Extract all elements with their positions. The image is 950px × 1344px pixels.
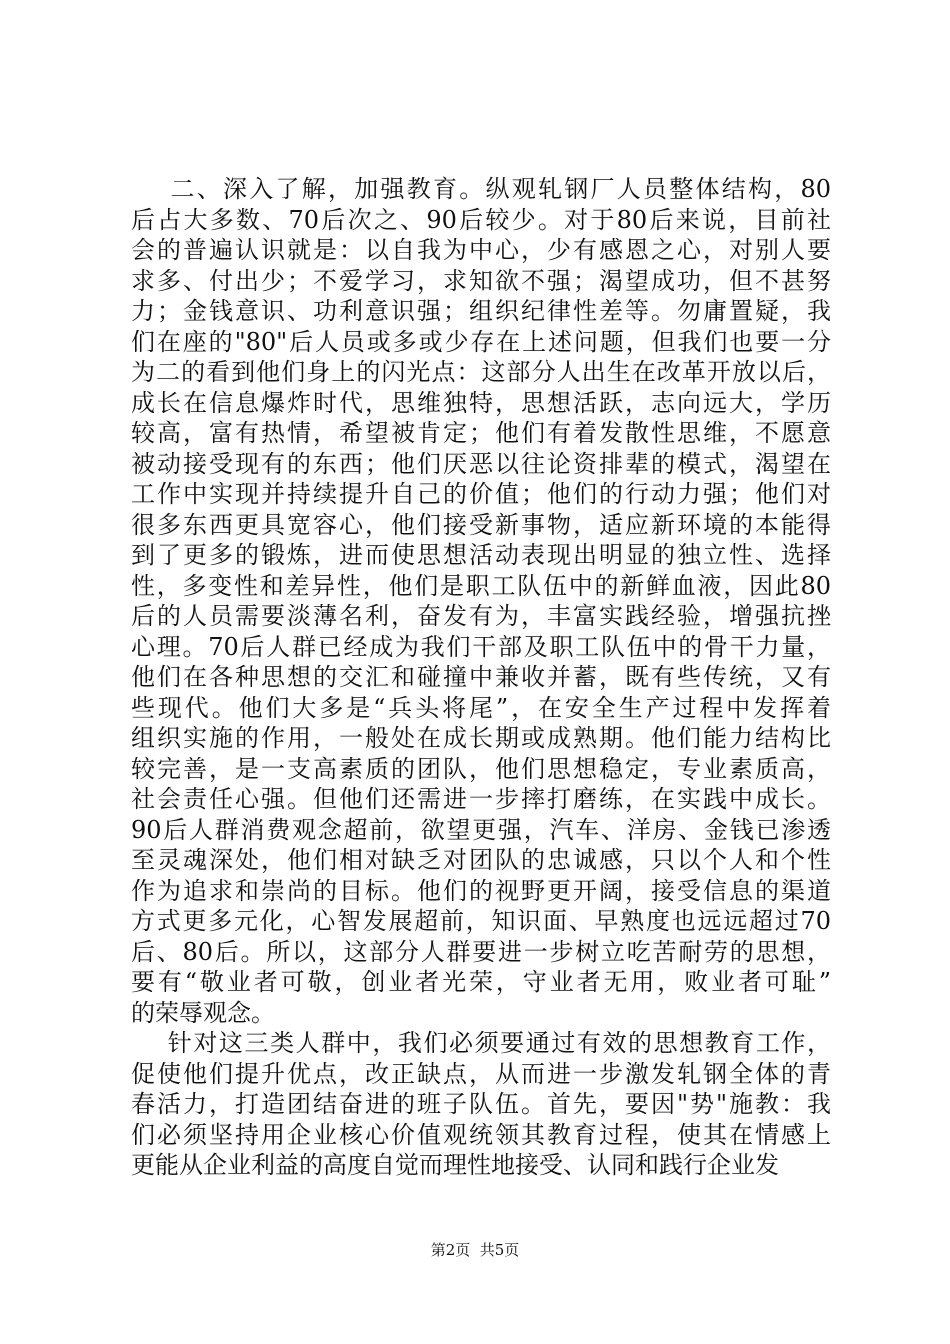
text-line: 工作中实现并持续提升自己的价值；他们的行动力强；他们对 <box>131 480 831 508</box>
text-line: 为二的看到他们身上的闪光点：这部分人出生在改革开放以后， <box>131 358 831 386</box>
text-line: 力；金钱意识、功利意识强；组织纪律性差等。勿庸置疑，我 <box>131 297 831 325</box>
text-line: 性，多变性和差异性，他们是职工队伍中的新鲜血液，因此80 <box>131 571 831 600</box>
text-line: 促使他们提升优点，改正缺点，从而进一步激发轧钢全体的青 <box>131 1059 831 1088</box>
text-line: 90后人群消费观念超前，欲望更强，汽车、洋房、金钱已渗透 <box>131 815 831 844</box>
text-line: 方式更多元化，心智发展超前，知识面、早熟度也远远超过70 <box>131 907 831 935</box>
text-line: 要有“敬业者可敬，创业者光荣，守业者无用，败业者可耻” <box>131 968 831 996</box>
body-text <box>131 174 831 1181</box>
text-line: 被动接受现有的东西；他们厌恶以往论资排辈的模式，渴望在 <box>131 449 831 478</box>
text-line: 二、深入了解，加强教育。纵观轧钢厂人员整体结构，80 <box>131 175 831 203</box>
text-line: 些现代。他们大多是“兵头将尾”，在安全生产过程中发挥着 <box>131 693 831 722</box>
text-line: 组织实施的作用，一般处在成长期或成熟期。他们能力结构比 <box>131 724 831 752</box>
text-line: 心理。70后人群已经成为我们干部及职工队伍中的骨干力量， <box>131 632 831 661</box>
text-line: 至灵魂深处，他们相对缺乏对团队的忠诚感，只以个人和个性 <box>131 846 831 874</box>
text-line: 们必须坚持用企业核心价值观统领其教育过程，使其在情感上 <box>131 1120 831 1149</box>
text-line: 后的人员需要淡薄名利，奋发有为，丰富实践经验，增强抗挫 <box>131 602 831 630</box>
text-line: 成长在信息爆炸时代，思维独特，思想活跃，志向远大，学历 <box>131 388 831 417</box>
page-footer <box>0 1240 950 1260</box>
page-number-label: 第2页 共5页 <box>430 1241 520 1259</box>
text-line: 他们在各种思想的交汇和碰撞中兼收并蓄，既有些传统，又有 <box>131 663 831 691</box>
text-line: 求多、付出少；不爱学习，求知欲不强；渴望成功，但不甚努 <box>131 266 831 295</box>
text-line: 针对这三类人群中，我们必须要通过有效的思想教育工作， <box>131 1029 831 1057</box>
text-line: 春活力，打造团结奋进的班子队伍。首先，要因"势"施教：我 <box>131 1090 831 1118</box>
text-line: 较完善，是一支高素质的团队，他们思想稳定，专业素质高， <box>131 754 831 783</box>
text-line: 会的普遍认识就是：以自我为中心，少有感恩之心，对别人要 <box>131 236 831 264</box>
text-line: 后、80后。所以，这部分人群要进一步树立吃苦耐劳的思想， <box>131 937 831 966</box>
text-line: 较高，富有热情，希望被肯定；他们有着发散性思维，不愿意 <box>131 419 831 447</box>
text-line: 作为追求和崇尚的目标。他们的视野更开阔，接受信息的渠道 <box>131 876 831 905</box>
text-line: 很多东西更具宽容心，他们接受新事物，适应新环境的本能得 <box>131 510 831 539</box>
text-line: 社会责任心强。但他们还需进一步摔打磨练，在实践中成长。 <box>131 785 831 813</box>
text-line: 的荣辱观念。 <box>131 998 275 1027</box>
text-line: 更能从企业利益的高度自觉而理性地接受、认同和践行企业发 <box>131 1151 779 1179</box>
text-line: 到了更多的锻炼，进而使思想活动表现出明显的独立性、选择 <box>131 541 831 569</box>
text-line: 后占大多数、70后次之、90后较少。对于80后来说，目前社 <box>131 205 831 234</box>
text-line: 们在座的"80"后人员或多或少存在上述问题，但我们也要一分 <box>131 327 831 356</box>
